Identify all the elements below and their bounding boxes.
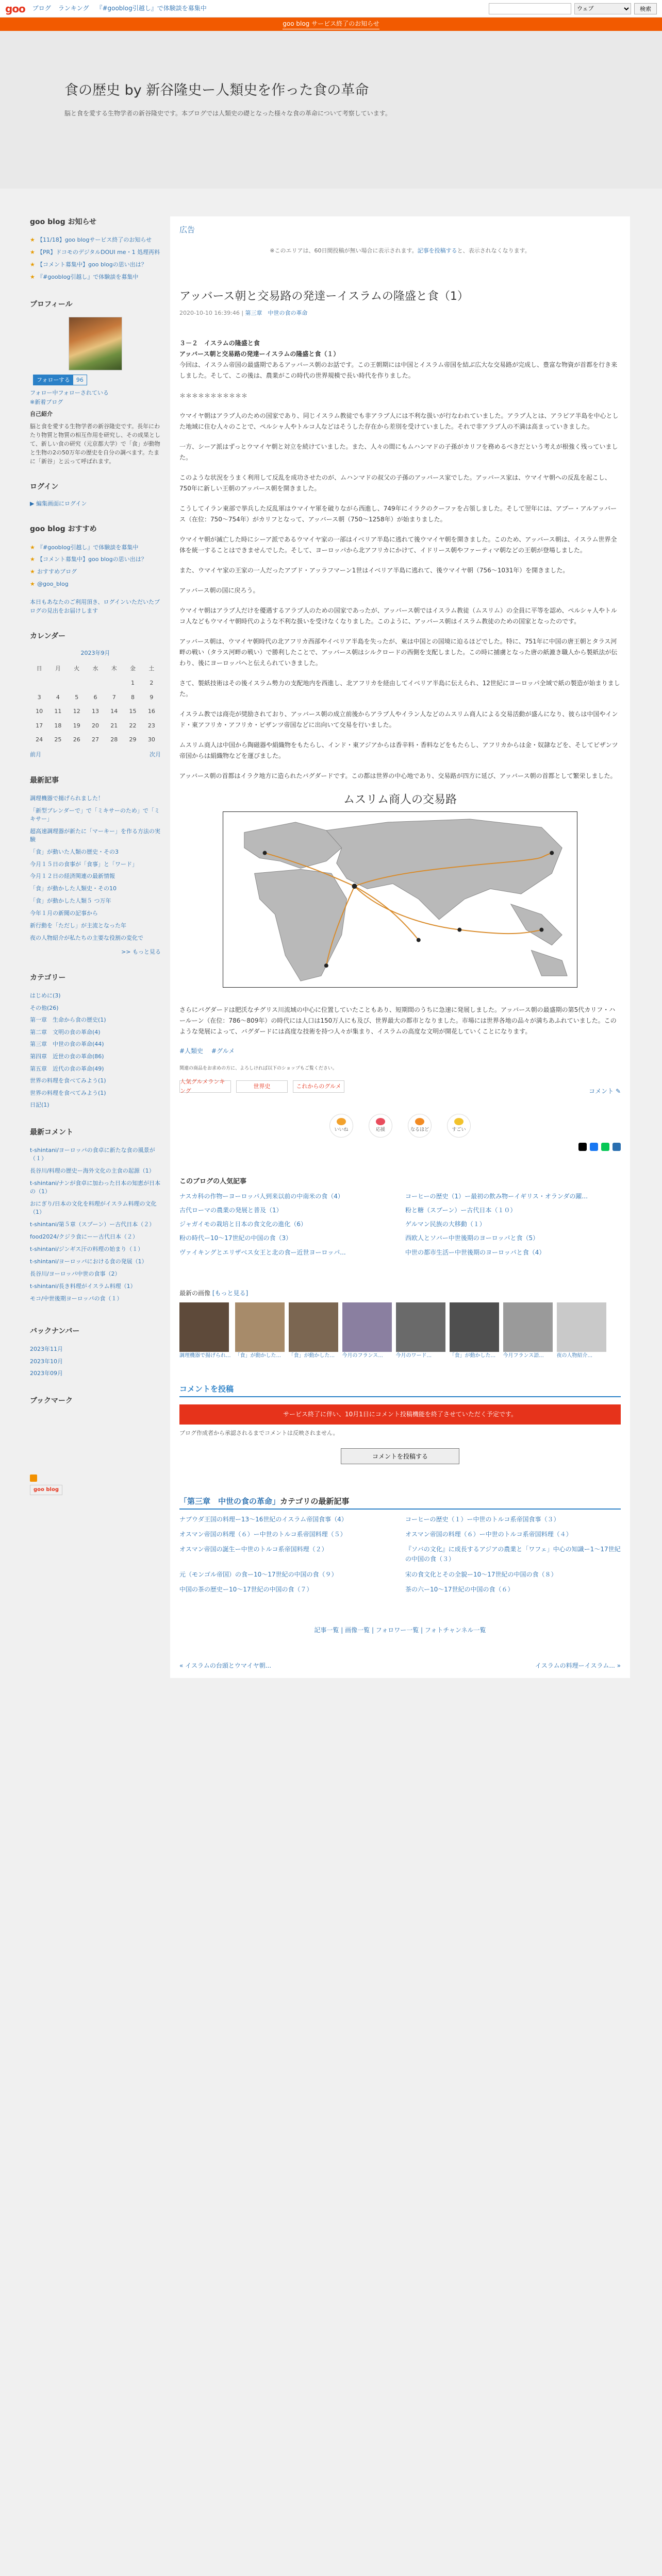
reaction-insight[interactable]: なるほど: [408, 1114, 432, 1138]
popular-item[interactable]: 中世の都市生活ー中世後期のヨーロッパと食（4）: [405, 1248, 545, 1256]
weekday: 火: [74, 665, 80, 672]
category-latest-item[interactable]: オスマン帝国の誕生ー中世のトルコ系帝国料理（２）: [179, 1546, 328, 1553]
comment-item[interactable]: t-shintani/ナンが食卓に加わった日本の知恵が日本の（1）: [30, 1180, 161, 1195]
comment-item[interactable]: t-shintani/ヨーロッパの食卓に新たな食の風景が（１）: [30, 1147, 155, 1162]
popular-item[interactable]: コーヒーの歴史（1）ー最初の飲み物ーイギリス・オランダの躍...: [405, 1192, 588, 1200]
x-share-icon[interactable]: [578, 1143, 587, 1151]
follow-row: [30, 375, 161, 386]
comment-item[interactable]: 長谷川/ヨーロッパ中世の食事（2）: [30, 1270, 121, 1277]
category-item[interactable]: 世界の料理を食べてみよう(1): [30, 1077, 106, 1084]
trade-route-figure: [223, 791, 577, 991]
article-title[interactable]: アッバース朝と交易路の発達ーイスラムの隆盛と食（1）: [179, 290, 469, 303]
paragraph: さて、製紙技術はその後イスラム勢力の支配地内を西進し、北アフリカを経由してイベリア半島に伝えられ、12世紀にヨーロッパ全域で紙の製造が始まりました。: [179, 680, 620, 698]
recent-post[interactable]: 超高速調理器が新たに「マーキー」を作る方法の実験: [30, 827, 160, 843]
shop-item[interactable]: 世界史: [236, 1080, 288, 1093]
sidebar-heading: バックナンバー: [30, 1327, 80, 1335]
sidebar-recent: [30, 775, 161, 957]
popular-item[interactable]: 粉と糖（スプーン）ー古代日本（１０）: [405, 1207, 517, 1214]
notice-item[interactable]: ★ 【11/18】goo blogサービス終了のお知らせ: [30, 236, 152, 244]
sidebar-heading: 最新コメント: [30, 1128, 73, 1137]
pager: [179, 1661, 621, 1671]
sidebar-heading: goo blog おすすめ: [30, 525, 97, 534]
recent-post[interactable]: 調理機器で揚げられました！: [30, 794, 104, 802]
calendar-day: [105, 676, 123, 690]
calendar-day: 27: [91, 736, 99, 743]
paragraph: アッバース朝の首都はイラク地方に造られたバグダードです。この都は世界の中心地であり、交易路が四方に延び、アッバース朝の首都として繁栄しました。: [179, 772, 617, 780]
sidebar-categories: [30, 972, 161, 1111]
service-end-banner[interactable]: goo blog サービス終了のお知らせ: [0, 18, 662, 31]
calendar-nav: [30, 750, 161, 759]
map-title: ムスリム商人の交易路: [343, 793, 457, 807]
weekday: 土: [148, 665, 155, 672]
category-item[interactable]: その他(26): [30, 1004, 59, 1011]
popular-item[interactable]: ゲルマン民族の大移動（１）: [405, 1221, 486, 1228]
star-icon: ★: [30, 249, 35, 256]
recommend-item[interactable]: ★ 【コメント募集中】goo blogの思い出は？: [30, 556, 147, 563]
reaction-wow[interactable]: すごい: [447, 1114, 471, 1138]
star-icon: ★: [30, 581, 35, 588]
sidebar-recommend: [30, 523, 161, 615]
recent-images: [179, 1289, 621, 1360]
popular-item[interactable]: 西欧人とソバー中世後期のヨーロッパと食（5）: [405, 1234, 539, 1242]
follow-button[interactable]: フォローする 96: [33, 375, 87, 386]
category-latest-item[interactable]: オスマン帝国の料理（６）ー中世のトルコ系帝国料理（４）: [405, 1531, 572, 1538]
shop-item[interactable]: 人気グルメランキング: [179, 1080, 231, 1093]
sidebar-notices: [30, 216, 161, 283]
sidebar-archive: [30, 1326, 161, 1380]
category-latest-item[interactable]: ナブウダ王国の料理ー13〜16世紀のイスラム帝国食事（4）: [179, 1515, 347, 1523]
login-link[interactable]: ▶ 編集画面にログイン: [30, 500, 87, 507]
category-latest-item[interactable]: 宋の食文化とその全貌ー10〜17世紀の中国の食（８）: [405, 1570, 557, 1578]
trade-route-map[interactable]: [223, 811, 577, 988]
comment-item[interactable]: t-shintani/長き料理がイスラム料理（1）: [30, 1282, 136, 1290]
paragraph: ウマイヤ朝はアラブ人のための国家であり、同じイスラム教徒でも非アラブ人には不利な扱いが行なわれていました。アラブ人とは、アラビア半島を中心とした地域に住む人々のことで、ペルシャ人やトルコ人などはそうした存在から差別を受けていました。それで非アラブ人の不満は高まっていきました。: [179, 412, 619, 431]
calendar-day: 8: [131, 693, 135, 701]
calendar-day: 20: [91, 722, 99, 729]
self-intro-label: 自己紹介: [30, 411, 53, 418]
calendar-day: 21: [110, 722, 118, 729]
recent-post[interactable]: 「食」が動いた人類の歴史・その3: [30, 848, 119, 855]
sidebar-bookmark: [30, 1395, 161, 1495]
sidebar-heading: カレンダー: [30, 632, 66, 641]
recent-post[interactable]: 「食」が動かした人類５ つ万年: [30, 897, 111, 905]
recent-post[interactable]: 「食」が動かした人類史・その10: [30, 885, 117, 892]
image-thumb[interactable]: 「食」が動かした...: [235, 1302, 285, 1360]
paragraph: さらにバグダードは肥沃なチグリス川流域の中心に位置していたこともあり、短期間のうちに急速に発展しました。アッバース朝の最盛期の第5代カリフ・ハールーン（在位：786〜809年）の時代には人口は150万人にも及び、世界最大の都市となりました。市場には世界各地の品々が満ちあふれていました。このような発展によって、バグダードには高度な技術を持つ人々が集まり、イスラムの高度な文明が開花していくことになります。: [179, 1006, 617, 1036]
next-article-link[interactable]: イスラムの料理ーイスラム... »: [535, 1662, 621, 1670]
calendar-day: 12: [73, 708, 80, 715]
category-latest-item[interactable]: 中国の茶の歴史ー10〜17世紀の中国の食（７）: [179, 1585, 313, 1593]
prev-article-link[interactable]: « イスラムの台頭とウマイヤ朝...: [179, 1662, 272, 1670]
paragraph: 一方、シーア派はずっとウマイヤ朝と対立を続けていました。また、人々の間にもムハンマドの子孫がカリフを務めるべきだという考えが根強く残っていました。: [179, 443, 618, 462]
footer-link[interactable]: フォトチャンネル一覧: [424, 1626, 486, 1634]
star-icon: ★: [30, 274, 35, 281]
image-thumb[interactable]: 「食」が動かした...: [450, 1302, 499, 1360]
sidebar-heading: 最新記事: [30, 776, 59, 785]
footer-link[interactable]: フォロワー一覧: [375, 1626, 419, 1634]
paragraph: ムスリム商人は中国から陶磁器や絹織物をもたらし、インド・東アジアからは香辛料・香料などをもたらし、アフリカからは金・奴隷などを、そしてビザンツ帝国からは絹織物などを運びました。: [179, 741, 618, 760]
top-link-campaign[interactable]: 『#gooblog引越し』で体験談を募集中: [96, 4, 207, 12]
article-date: 2020-10-10 16:39:46: [179, 309, 240, 316]
post-article-link[interactable]: 記事を投稿する: [417, 247, 457, 254]
article-body: [179, 338, 621, 1037]
category-latest-item[interactable]: 元（モンゴル帝国）の食ー10〜17世紀の中国の食（９）: [179, 1570, 338, 1578]
hatena-share-icon[interactable]: [613, 1143, 621, 1151]
ad-notice: ※このエリアは、60日間投稿が無い場合に表示されます。記事を投稿すると、表示されなくなります。: [270, 247, 531, 254]
profile-image[interactable]: [69, 317, 122, 370]
calendar-day: 11: [54, 708, 62, 715]
calendar-day: [68, 676, 86, 690]
comment-item[interactable]: モコ/中世後期ヨーロッパの食（１）: [30, 1295, 123, 1302]
shop-links: [179, 1065, 621, 1072]
star-icon: ★: [30, 556, 35, 563]
top-links: [32, 4, 207, 13]
sidebar-heading: カテゴリー: [30, 973, 66, 982]
category-latest-item[interactable]: 茶の六ー10〜17世紀の中国の食（６）: [405, 1585, 514, 1593]
comment-item[interactable]: food2024/クジラ食にーー古代日本（２）: [30, 1233, 139, 1240]
calendar-day: 10: [36, 708, 43, 715]
recommend-item[interactable]: ★ @goo_blog: [30, 581, 69, 588]
share-buttons: [179, 1143, 621, 1151]
sidebar-heading: プロフィール: [30, 300, 73, 309]
star-icon: ★: [30, 261, 35, 268]
global-topbar: [0, 0, 662, 18]
recent-post[interactable]: 今月１２日の経済関連の最新情報: [30, 873, 115, 880]
calendar-day: 17: [36, 722, 43, 729]
reaction-like[interactable]: いいね: [329, 1114, 353, 1138]
comment-note: ブログ作成者から承認されるまでコメントは反映されません。: [179, 1430, 339, 1437]
category-item[interactable]: 第一章 生命から食の歴史(1): [30, 1016, 106, 1024]
sidebar-profile: [30, 299, 161, 466]
top-search: [489, 3, 657, 14]
category-latest-item[interactable]: オスマン帝国の料理（６）ー中世のトルコ系帝国料理（５）: [179, 1531, 346, 1538]
calendar-day: 15: [129, 708, 137, 715]
image-thumb[interactable]: 今月のワード...: [396, 1302, 445, 1360]
popular-item[interactable]: 粉の時代ー10〜17世紀の中国の食（3）: [179, 1234, 292, 1242]
category-latest: [179, 1495, 621, 1595]
shop-caption: 関連の商品をお求めの方に、よろしければ以下のショップもご覧ください。: [179, 1065, 337, 1071]
comment-link[interactable]: コメント ✎: [589, 1087, 621, 1095]
sidebar-calendar: [30, 631, 161, 759]
category-item[interactable]: 第三章 中世の食の革命(44): [30, 1041, 104, 1048]
calendar-day: 28: [110, 736, 118, 743]
calendar-day: 22: [129, 722, 137, 729]
popular-articles: [179, 1177, 621, 1258]
category-item[interactable]: 日記(1): [30, 1101, 49, 1109]
sidebar-heading: ブックマーク: [30, 1396, 73, 1405]
paragraph: ＊＊＊＊＊＊＊＊＊＊＊: [179, 392, 248, 400]
calendar-next[interactable]: 次月: [150, 751, 161, 758]
star-icon: ★: [30, 544, 35, 551]
image-thumb[interactable]: 今月のフランス...: [342, 1302, 392, 1360]
login-icon: ▶: [30, 500, 36, 507]
popular-heading: このブログの人気記事: [179, 1178, 247, 1186]
calendar-day: 6: [93, 693, 97, 701]
shop-item[interactable]: これからのグルメ: [293, 1080, 344, 1093]
calendar-day: 4: [56, 693, 60, 701]
search-button[interactable]: 検索: [634, 3, 657, 14]
recent-post[interactable]: 夜の人物紹介が私たちの主要な役割の変化で: [30, 935, 143, 942]
calendar-day: 23: [147, 722, 155, 729]
calendar-day: 25: [54, 736, 62, 743]
category-item[interactable]: 第四章 近世の食の革命(86): [30, 1053, 104, 1060]
star-icon: ★: [30, 568, 35, 575]
paragraph: こうしてイラン東部で挙兵した反乱軍はウマイヤ軍を破りながら西進し、749年にイラクのクーファを占領しました。そして翌年には、アブー・アルアッバース（在位：750〜754年）がカリフとなって、アッバース朝（750〜1258年）が始まりました。: [179, 505, 617, 523]
category-item[interactable]: 第二章 文明の食の革命(4): [30, 1028, 101, 1036]
weekday: 日: [36, 665, 42, 672]
paragraph: イスラム教では商売が奨励されており、アッバース朝の成立前後からアラブ人やイラン人などのムスリム商人による交易活動が盛んになり、彼らは中国やインド・東アフリカ・アフリカ・ビザンツ帝国などに出向いて交易を行いました。: [179, 710, 618, 729]
calendar-day: 2: [150, 679, 154, 686]
reactions: [179, 1114, 621, 1138]
popular-item[interactable]: ヴァイキングとエリザベス女王と北の食ー近世ヨーロッパ...: [179, 1248, 346, 1256]
tag[interactable]: #グルメ: [211, 1047, 235, 1055]
comment-submit-button[interactable]: コメントを投稿する: [341, 1448, 459, 1464]
comment-post-section: [179, 1383, 621, 1464]
weekday: 金: [130, 665, 136, 672]
profile-link[interactable]: ※新着ブログ: [30, 398, 63, 405]
paragraph: アッバース朝の国に戻ろう。: [179, 587, 259, 595]
footer-link[interactable]: 記事一覧: [314, 1626, 339, 1634]
comment-item[interactable]: おにぎり/日本の文化を料理がイスラム料理の文化（1）: [30, 1200, 157, 1216]
calendar-title[interactable]: 2023年9月: [80, 649, 110, 656]
notice-item[interactable]: ★ 【PR】ドコモのデジタルDOUI me・1 処理再料: [30, 249, 160, 256]
pencil-icon: ✎: [615, 1087, 621, 1095]
paragraph: このような状況をうまく利用して反乱を成功させたのが、ムハンマドの叔父の子孫のアッバース家でした。アッバース家は、ウマイヤ朝への反乱を起こし、750年に新しい王朝のアッバース朝を開きました。: [179, 474, 611, 493]
emoji-icon: [337, 1118, 346, 1125]
calendar-day: 29: [129, 736, 137, 743]
recommend-item[interactable]: ★ おすすめブログ: [30, 568, 77, 575]
search-input[interactable]: [489, 3, 571, 14]
recent-more-link[interactable]: >> もっと見る: [121, 948, 161, 956]
rss-icon[interactable]: [30, 1475, 37, 1482]
category-item[interactable]: 第五章 近代の食の革命(49): [30, 1065, 104, 1072]
calendar-prev[interactable]: 前月: [30, 751, 41, 758]
calendar-day: 1: [131, 679, 135, 686]
paragraph: また、ウマイヤ家の王家の一人だったアブド・アッラフマーン1世はイベリア半島に逃れて、後ウマイヤ朝（756〜1031年）を開きました。: [179, 567, 569, 574]
image-thumb[interactable]: 今月フランス語...: [503, 1302, 553, 1360]
calendar-day: 24: [36, 736, 43, 743]
paragraph: ウマイヤ朝はアラブ人だけを優遇するアラブ人のための国家であったが、アッバース朝ではイスラム教徒（ムスリム）の全員に平等を認め、ペルシャ人やトルコ人などもウマイヤ朝時代のような不利な扱いを受けなくなりました。このように、アッバース朝はイスラム教徒のための国家となったのです。: [179, 607, 617, 625]
recent-post[interactable]: 「新型ブレンダーで」で「ミキサーのため」で「ミキサー」: [30, 807, 160, 822]
emoji-icon: [376, 1118, 385, 1125]
goo-blog-bookmark[interactable]: goo blog: [30, 1485, 62, 1495]
page-body: [0, 189, 662, 2576]
sidebar: [30, 216, 161, 1511]
sidebar-heading: goo blog お知らせ: [30, 218, 97, 226]
notice-item[interactable]: ★ 『#gooblog引越し』で体験談を募集中: [30, 274, 139, 281]
comment-end-banner[interactable]: サービス終了に伴い、10月1日にコメント投稿機能を終了させていただく予定です。: [179, 1404, 621, 1425]
calendar-day: 7: [112, 693, 116, 701]
popular-item[interactable]: ジャガイモの栽培と日本の食文化の進化（6）: [179, 1221, 307, 1228]
reaction-cheer[interactable]: 応援: [369, 1114, 392, 1138]
footer-links: 記事一覧 | 画像一覧 | フォロワー一覧 | フォトチャンネル一覧: [314, 1626, 486, 1634]
calendar-day: 26: [73, 736, 80, 743]
category-item[interactable]: はじめに(3): [30, 992, 61, 999]
tag[interactable]: #人類史: [179, 1047, 204, 1055]
section-heading: ３－２ イスラムの隆盛と食 アッバース朝と交易路の発達ーイスラムの隆盛と食（１） 今回は、イスラム帝国の最盛期であるアッバース朝のお話です。この王朝期には中国とイスラム帝国を結ぶ広大な交易路が完成し、豊富な物資が首都を行き来しました。そして、この後は、農業がこの時代の世界規模で長い時代を作りました。: [179, 340, 618, 380]
calendar-table: [30, 662, 161, 747]
calendar-day: 13: [91, 708, 99, 715]
app-text[interactable]: 本日もあなたのご利用頂き、ログインいただいたブログの見出をお届けします: [30, 599, 160, 615]
comment-item[interactable]: t-shintani/第５章（スプーン）ー古代日本（２）: [30, 1221, 155, 1228]
facebook-share-icon[interactable]: [590, 1143, 598, 1151]
image-thumb[interactable]: 夜の人物紹介...: [557, 1302, 606, 1360]
comment-item[interactable]: t-shintani/ヨーロッパにおける食の発展（1）: [30, 1258, 147, 1265]
calendar-day: 5: [75, 693, 79, 701]
category-item[interactable]: 世界の料理を食べてみよう(1): [30, 1089, 106, 1096]
profile-link[interactable]: フォロー中フォローされている: [30, 389, 109, 397]
calendar-day: 19: [73, 722, 80, 729]
search-scope-select[interactable]: [574, 3, 631, 14]
top-link-ranking[interactable]: ランキング: [58, 4, 89, 12]
image-thumb[interactable]: 調理機器で揚げられ...: [179, 1302, 231, 1360]
popular-item[interactable]: ナスカ科の作物ーヨーロッパ人到来以前の中南米の食（4）: [179, 1192, 344, 1200]
category-latest-item[interactable]: 『ソバの文化』に成長するアジアの農業と「ワフェ」中心の知識ー1〜17世紀の中国の食（３）: [405, 1546, 621, 1563]
recent-post[interactable]: 新行動を「ただし」が主流となった年: [30, 922, 126, 929]
emoji-icon: [454, 1118, 464, 1125]
archive-item[interactable]: 2023年11月: [30, 1345, 63, 1352]
calendar-day: [48, 676, 67, 690]
comment-item[interactable]: t-shintani/ジンギス汗の料理の始まり（１）: [30, 1245, 144, 1252]
recent-post[interactable]: 今年１月の新聞の記事から: [30, 910, 98, 917]
goo-logo[interactable]: goo: [5, 2, 25, 15]
star-icon: ★: [30, 236, 35, 244]
recent-post[interactable]: 今月１５日の食事が「食事」と「ワード」: [30, 860, 138, 868]
weekday: 月: [55, 665, 61, 672]
recent-images-more[interactable]: [もっと見る]: [212, 1289, 249, 1297]
paragraph: アッバース朝は、ウマイヤ朝時代の北アフリカ西部やイベリア半島を失ったが、東は中国との国境に迫るほどでした。特に、751年に中国の唐王朝とタラス河畔の戦い（タラス河畔の戦い）で勝利したことで、アッバース朝はシルクロードの西側を支配しました。この時に捕虜となった唐の紙漉き職人から製紙法が伝わり、後にヨーロッパへと伝えられていきました。: [179, 638, 618, 667]
calendar-day: 3: [37, 693, 41, 701]
tag-list: [179, 1046, 621, 1056]
self-intro-text: 脳と食を愛する生物学者の新谷隆史です。長年にわたり物質と物質の相互作用を研究し、その成果として、新しい食の研究（元京都大学）で「食」が動物と生物の2の50万年の歴史を自分の調べます。たまに「新谷」と云って呼ばれます。: [30, 422, 160, 465]
weekday: 木: [111, 665, 117, 672]
recent-images-heading: 最新の画像: [179, 1289, 211, 1297]
blog-header: [0, 31, 662, 189]
image-thumb[interactable]: 「食」が動かした...: [289, 1302, 338, 1360]
sidebar-login: [30, 481, 161, 508]
category-latest-item[interactable]: コーヒーの歴史（１）ー中世のトルコ系帝国食事（３）: [405, 1515, 560, 1523]
article-category[interactable]: 第三章 中世の食の革命: [245, 309, 308, 316]
calendar-day: [30, 676, 48, 690]
comment-item[interactable]: 長谷川/料理の歴史ー海外文化の主食の起源（1）: [30, 1167, 155, 1175]
comment-post-heading: コメントを投稿: [179, 1383, 621, 1397]
category-latest-heading: 「第三章 中世の食の革命」カテゴリの最新記事: [179, 1495, 621, 1510]
recommend-item[interactable]: ★ 『#gooblog引越し』で体験談を募集中: [30, 544, 139, 551]
sidebar-comments: [30, 1127, 161, 1305]
calendar-day: [86, 676, 105, 690]
footer-link[interactable]: 画像一覧: [345, 1626, 370, 1634]
main-content: [170, 216, 630, 1678]
calendar-day: 18: [54, 722, 62, 729]
ad-label[interactable]: 広告: [179, 225, 195, 234]
calendar-day: 9: [150, 693, 154, 701]
calendar-day: 30: [147, 736, 155, 743]
weekday: 水: [92, 665, 98, 672]
calendar-day: 14: [110, 708, 118, 715]
calendar-day: 16: [147, 708, 155, 715]
popular-item[interactable]: 古代ローマの農業の発展と普及（1）: [179, 1207, 283, 1214]
article-meta: 2020-10-10 16:39:46 | 第三章 中世の食の革命: [179, 309, 308, 316]
sidebar-heading: ログイン: [30, 483, 59, 492]
archive-item[interactable]: 2023年09月: [30, 1370, 63, 1377]
top-link-blog[interactable]: ブログ: [32, 4, 51, 12]
notice-item[interactable]: ★ 【コメント募集中】goo blogの思い出は？: [30, 261, 147, 268]
line-share-icon[interactable]: [601, 1143, 609, 1151]
emoji-icon: [415, 1118, 424, 1125]
paragraph: ウマイヤ朝が滅亡した時にシーア派であるウマイヤ家の一部はイベリア半島に逃れて後ウマイヤ朝を開きました。このため、アッバース朝は、イスラム世界全体を統一することはできませんでした。そして、ヨーロッパから北アフリカにかけて、イドリース朝やファーティマ朝などの王朝が登場しました。: [179, 536, 617, 554]
blog-title[interactable]: 食の歴史 by 新谷隆史ー人類史を作った食の革命: [64, 82, 369, 98]
archive-item[interactable]: 2023年10月: [30, 1358, 63, 1365]
blog-description: 脳と食を愛する生物学者の新谷隆史です。本ブログでは人類史の礎となった様々な食の革命について考察しています。: [64, 110, 391, 117]
